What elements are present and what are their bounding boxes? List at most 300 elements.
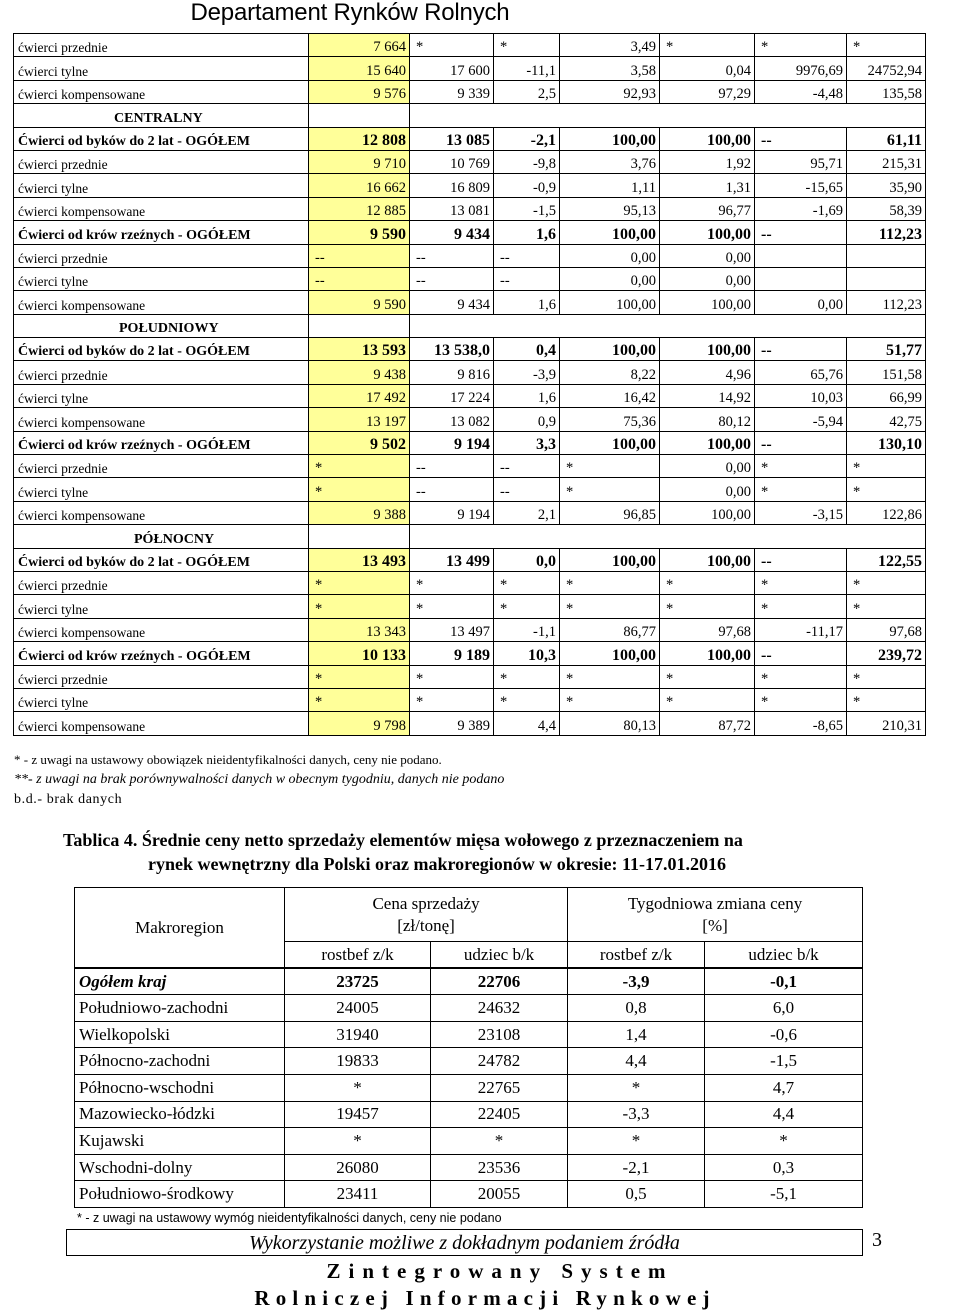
- table4-cell: 22405: [431, 1101, 568, 1128]
- table-cell: *: [494, 665, 560, 688]
- table-cell: *: [560, 571, 660, 594]
- table-cell: -0,9: [494, 174, 560, 197]
- table-cell: 9 194: [410, 501, 494, 524]
- empty-cell: [560, 525, 660, 548]
- prices-table-regions: [13, 33, 926, 736]
- table-cell: 9 576: [309, 80, 410, 103]
- table-cell: 3,58: [560, 57, 660, 80]
- table-row: [14, 595, 926, 618]
- table-cell: 35,90: [847, 174, 926, 197]
- table4-cell: 0,8: [568, 995, 705, 1022]
- row-label: ćwierci tylne: [14, 57, 309, 80]
- table-cell: 100,00: [560, 291, 660, 314]
- table-cell: --: [755, 127, 847, 150]
- row-label: ćwierci przednie: [14, 665, 309, 688]
- table-cell: 9 710: [309, 150, 410, 173]
- page-number: 3: [872, 1229, 882, 1251]
- table-row: [14, 501, 926, 524]
- table4-cell: -0,6: [705, 1021, 863, 1048]
- region-name: Południowo-zachodni: [75, 995, 285, 1022]
- table-cell: 3,3: [494, 431, 560, 454]
- table-cell: 9 194: [410, 431, 494, 454]
- table-row: [14, 478, 926, 501]
- table4-cell: 31940: [285, 1021, 431, 1048]
- table4-cell: 24782: [431, 1048, 568, 1075]
- table4-cell: -2,1: [568, 1154, 705, 1181]
- table-cell: 10 133: [309, 642, 410, 665]
- row-label: ćwierci tylne: [14, 384, 309, 407]
- table-cell: 12 885: [309, 197, 410, 220]
- table4-row: [75, 1021, 863, 1048]
- table4-row: [75, 1048, 863, 1075]
- table-cell: *: [494, 571, 560, 594]
- table-cell: 0,00: [560, 244, 660, 267]
- empty-cell: [560, 314, 660, 337]
- table-cell: *: [847, 688, 926, 711]
- table-cell: --: [410, 267, 494, 290]
- region-name: Południowo-środkowy: [75, 1181, 285, 1208]
- header-price-line2: [zł/tonę]: [397, 915, 455, 935]
- empty-cell: [494, 525, 560, 548]
- table-cell: 9 502: [309, 431, 410, 454]
- table4-cell: -0,1: [705, 968, 863, 995]
- table-row: [14, 267, 926, 290]
- table-cell: *: [560, 688, 660, 711]
- table4-row: [75, 1154, 863, 1181]
- table-cell: 1,11: [560, 174, 660, 197]
- table-cell: 15 640: [309, 57, 410, 80]
- header-col-udziec-price: udziec b/k: [431, 942, 568, 969]
- table-cell: --: [494, 478, 560, 501]
- table-cell: -11,1: [494, 57, 560, 80]
- table-cell: 13 499: [410, 548, 494, 571]
- table-cell: 100,00: [660, 338, 755, 361]
- header-region-label: Makroregion: [135, 917, 224, 937]
- region-row: [14, 104, 926, 127]
- table-cell: -2,1: [494, 127, 560, 150]
- table-cell: --: [494, 455, 560, 478]
- empty-cell: [560, 104, 660, 127]
- header-col-rostbef-change: rostbef z/k: [568, 942, 705, 969]
- table-cell: [847, 267, 926, 290]
- table-cell: 0,00: [660, 455, 755, 478]
- row-label: ćwierci tylne: [14, 174, 309, 197]
- table-row: [14, 338, 926, 361]
- table-cell: 9 798: [309, 712, 410, 735]
- table-cell: 0,00: [560, 267, 660, 290]
- table-cell: 8,22: [560, 361, 660, 384]
- table-cell: 100,00: [560, 127, 660, 150]
- row-label: ćwierci przednie: [14, 455, 309, 478]
- table-cell: 100,00: [560, 548, 660, 571]
- row-label: ćwierci przednie: [14, 361, 309, 384]
- header-col-udziec-change: udziec b/k: [705, 942, 863, 969]
- table-cell: *: [755, 34, 847, 57]
- region-name: Północno-zachodni: [75, 1048, 285, 1075]
- table-cell: 13 493: [309, 548, 410, 571]
- table-cell: --: [755, 431, 847, 454]
- table-cell: 16,42: [560, 384, 660, 407]
- table-cell: 0,0: [494, 548, 560, 571]
- table-cell: *: [309, 688, 410, 711]
- header-change-line2: [%]: [702, 915, 728, 935]
- table-cell: 13 497: [410, 618, 494, 641]
- row-label: ćwierci tylne: [14, 267, 309, 290]
- table-cell: 100,00: [660, 291, 755, 314]
- table4-cell: 23108: [431, 1021, 568, 1048]
- table4-cell: *: [285, 1128, 431, 1155]
- table-cell: *: [309, 665, 410, 688]
- table-cell: --: [410, 455, 494, 478]
- header-change-line1: Tygodniowa zmiana ceny: [627, 893, 803, 913]
- table-cell: 0,00: [660, 244, 755, 267]
- empty-cell: [660, 314, 755, 337]
- region-name: Kujawski: [75, 1128, 285, 1155]
- table-row: [14, 548, 926, 571]
- table4-header-price: [285, 888, 568, 942]
- table4-cell: 24005: [285, 995, 431, 1022]
- region-row: [14, 314, 926, 337]
- table4-cell: *: [431, 1128, 568, 1155]
- footnote-asterisk: * - z uwagi na ustawowy obowiązek nieidentyfikalności danych, ceny nie podano.: [14, 752, 442, 767]
- table-cell: *: [494, 688, 560, 711]
- table-cell: 9 189: [410, 642, 494, 665]
- row-label: ćwierci przednie: [14, 34, 309, 57]
- table-cell: 65,76: [755, 361, 847, 384]
- table-cell: 95,13: [560, 197, 660, 220]
- table4-header-row-top: [75, 888, 863, 942]
- empty-cell: [755, 525, 847, 548]
- table-cell: -1,5: [494, 197, 560, 220]
- table-cell: 112,23: [847, 291, 926, 314]
- table-cell: 10,03: [755, 384, 847, 407]
- table4-cell: 4,4: [568, 1048, 705, 1075]
- table-cell: *: [755, 571, 847, 594]
- table-cell: 3,76: [560, 150, 660, 173]
- table-cell: 100,00: [560, 431, 660, 454]
- table-cell: 9 816: [410, 361, 494, 384]
- table-row: [14, 34, 926, 57]
- table-cell: 1,6: [494, 221, 560, 244]
- table4-cell: 4,7: [705, 1074, 863, 1101]
- table-cell: 16 662: [309, 174, 410, 197]
- table-cell: *: [847, 478, 926, 501]
- table-cell: *: [755, 595, 847, 618]
- table-cell: 96,77: [660, 197, 755, 220]
- table-cell: 0,00: [755, 291, 847, 314]
- table-cell: 66,99: [847, 384, 926, 407]
- row-label: ćwierci kompensowane: [14, 712, 309, 735]
- table4-cell: -1,5: [705, 1048, 863, 1075]
- table-cell: 61,11: [847, 127, 926, 150]
- table-cell: -15,65: [755, 174, 847, 197]
- table-row: [14, 80, 926, 103]
- table-cell: *: [410, 665, 494, 688]
- table-cell: 130,10: [847, 431, 926, 454]
- table-row: [14, 431, 926, 454]
- table-cell: *: [560, 665, 660, 688]
- table-row: [14, 408, 926, 431]
- table-cell: 97,68: [660, 618, 755, 641]
- table-cell: --: [755, 338, 847, 361]
- row-label: ćwierci kompensowane: [14, 197, 309, 220]
- table-cell: -1,1: [494, 618, 560, 641]
- table-cell: 87,72: [660, 712, 755, 735]
- table-cell: 100,00: [560, 221, 660, 244]
- region-name: Północno-wschodni: [75, 1074, 285, 1101]
- table-cell: 1,31: [660, 174, 755, 197]
- empty-cell: [755, 314, 847, 337]
- table-cell: --: [410, 478, 494, 501]
- row-label: Ćwierci od byków do 2 lat - OGÓŁEM: [14, 338, 309, 361]
- table-cell: --: [309, 244, 410, 267]
- table4-row: [75, 1181, 863, 1208]
- table-cell: 13 593: [309, 338, 410, 361]
- table-row: [14, 618, 926, 641]
- department-title: Departament Rynków Rolnych: [190, 0, 510, 26]
- header-price-line1: Cena sprzedaży: [372, 893, 480, 913]
- table-cell: -8,65: [755, 712, 847, 735]
- table-cell: *: [410, 34, 494, 57]
- table-cell: 13 085: [410, 127, 494, 150]
- empty-cell: [410, 525, 494, 548]
- table-row: [14, 384, 926, 407]
- table-cell: 1,92: [660, 150, 755, 173]
- table-cell: -3,9: [494, 361, 560, 384]
- table-cell: 92,93: [560, 80, 660, 103]
- footnote-bd: b.d.- brak danych: [14, 792, 123, 807]
- table-cell: 17 224: [410, 384, 494, 407]
- table-cell: 112,23: [847, 221, 926, 244]
- region-name: Wielkopolski: [75, 1021, 285, 1048]
- row-label: Ćwierci od krów rzeźnych - OGÓŁEM: [14, 642, 309, 665]
- table4-cell: 6,0: [705, 995, 863, 1022]
- empty-cell: [847, 525, 926, 548]
- table-cell: *: [847, 571, 926, 594]
- table-cell: --: [755, 221, 847, 244]
- table-row: [14, 150, 926, 173]
- table-cell: [755, 267, 847, 290]
- table4-title-line2: rynek wewnętrzny dla Polski oraz makroregionów w okresie: 11-17.01.2016: [148, 854, 726, 874]
- empty-cell: [410, 314, 494, 337]
- region-name: Ogółem kraj: [75, 968, 285, 995]
- table-cell: 1,6: [494, 291, 560, 314]
- table-cell: 100,00: [660, 548, 755, 571]
- row-label: ćwierci tylne: [14, 688, 309, 711]
- table4-header-region: [75, 888, 285, 969]
- system-name-line1: Zintegrowany System: [326, 1259, 674, 1283]
- table-cell: 151,58: [847, 361, 926, 384]
- row-label: Ćwierci od krów rzeźnych - OGÓŁEM: [14, 431, 309, 454]
- table-cell: 95,71: [755, 150, 847, 173]
- table4-cell: 19833: [285, 1048, 431, 1075]
- table-cell: 51,77: [847, 338, 926, 361]
- table-cell: 0,4: [494, 338, 560, 361]
- table4-row: [75, 1074, 863, 1101]
- table-cell: --: [755, 548, 847, 571]
- table4-header-change: [568, 888, 863, 942]
- table4-cell: 23411: [285, 1181, 431, 1208]
- table-cell: 210,31: [847, 712, 926, 735]
- table-cell: 12 808: [309, 127, 410, 150]
- empty-cell: [309, 314, 410, 337]
- table-cell: -5,94: [755, 408, 847, 431]
- table4-cell: 20055: [431, 1181, 568, 1208]
- row-label: ćwierci tylne: [14, 595, 309, 618]
- table4-cell: -5,1: [705, 1181, 863, 1208]
- empty-cell: [755, 104, 847, 127]
- table-cell: 215,31: [847, 150, 926, 173]
- table-cell: *: [410, 595, 494, 618]
- table4-footnote: * - z uwagi na ustawowy wymóg nieidentyfikalności danych, ceny nie podano: [77, 1211, 502, 1225]
- table-cell: 9976,69: [755, 57, 847, 80]
- table-row: [14, 688, 926, 711]
- empty-cell: [309, 525, 410, 548]
- row-label: ćwierci kompensowane: [14, 501, 309, 524]
- table4-cell: 22765: [431, 1074, 568, 1101]
- table-cell: 10,3: [494, 642, 560, 665]
- region-name: PÓŁNOCNY: [14, 525, 309, 548]
- table-cell: *: [309, 571, 410, 594]
- table-cell: 9 590: [309, 221, 410, 244]
- row-label: ćwierci kompensowane: [14, 80, 309, 103]
- table4-cell: 22706: [431, 968, 568, 995]
- row-label: ćwierci kompensowane: [14, 408, 309, 431]
- table4-cell: 23536: [431, 1154, 568, 1181]
- table-cell: 42,75: [847, 408, 926, 431]
- row-label: ćwierci przednie: [14, 571, 309, 594]
- table-cell: 4,4: [494, 712, 560, 735]
- region-name: Mazowiecko-łódzki: [75, 1101, 285, 1128]
- table-cell: 122,86: [847, 501, 926, 524]
- table-cell: *: [660, 34, 755, 57]
- table-cell: *: [847, 595, 926, 618]
- table-cell: 2,1: [494, 501, 560, 524]
- table-cell: *: [660, 571, 755, 594]
- system-name-line2: Rolniczej Informacji Rynkowej: [254, 1286, 716, 1310]
- table-cell: 2,5: [494, 80, 560, 103]
- table4-cell: *: [568, 1074, 705, 1101]
- table4-cell: 19457: [285, 1101, 431, 1128]
- table-row: [14, 665, 926, 688]
- table-cell: *: [755, 665, 847, 688]
- table-cell: *: [309, 595, 410, 618]
- table-row: [14, 244, 926, 267]
- table-cell: 9 590: [309, 291, 410, 314]
- table-cell: 17 600: [410, 57, 494, 80]
- table-cell: 10 769: [410, 150, 494, 173]
- table-cell: --: [410, 244, 494, 267]
- table-cell: -11,17: [755, 618, 847, 641]
- table-cell: 1,6: [494, 384, 560, 407]
- footnote-double-asterisk: **- z uwagi na brak porównywalności danych w obecnym tygodniu, danych nie podano: [14, 772, 505, 787]
- row-label: ćwierci kompensowane: [14, 618, 309, 641]
- table-cell: 24752,94: [847, 57, 926, 80]
- empty-cell: [309, 104, 410, 127]
- row-label: Ćwierci od krów rzeźnych - OGÓŁEM: [14, 221, 309, 244]
- table4-cell: *: [705, 1128, 863, 1155]
- table4-cell: 0,3: [705, 1154, 863, 1181]
- table4-title-line1: Tablica 4. Średnie ceny netto sprzedaży elementów mięsa wołowego z przeznaczeniem na: [63, 830, 743, 850]
- region-row: [14, 525, 926, 548]
- table4-cell: 4,4: [705, 1101, 863, 1128]
- table4-cell: 23725: [285, 968, 431, 995]
- table-cell: 13 082: [410, 408, 494, 431]
- table-cell: 100,00: [660, 501, 755, 524]
- table-cell: [755, 244, 847, 267]
- table-cell: *: [660, 665, 755, 688]
- table-cell: *: [847, 455, 926, 478]
- empty-cell: [494, 314, 560, 337]
- empty-cell: [847, 314, 926, 337]
- table-cell: *: [309, 478, 410, 501]
- table-cell: *: [847, 665, 926, 688]
- table-cell: -9,8: [494, 150, 560, 173]
- table-row: [14, 57, 926, 80]
- table-cell: 9 434: [410, 291, 494, 314]
- table-cell: [847, 244, 926, 267]
- table-cell: *: [410, 688, 494, 711]
- table4-cell: 1,4: [568, 1021, 705, 1048]
- table-cell: *: [560, 595, 660, 618]
- table-cell: 4,96: [660, 361, 755, 384]
- table-cell: 97,68: [847, 618, 926, 641]
- table-cell: 17 492: [309, 384, 410, 407]
- table4-row: [75, 968, 863, 995]
- table-cell: *: [560, 455, 660, 478]
- table-row: [14, 642, 926, 665]
- empty-cell: [494, 104, 560, 127]
- table4-cell: *: [285, 1074, 431, 1101]
- table-cell: 135,58: [847, 80, 926, 103]
- table-cell: --: [494, 267, 560, 290]
- table-cell: 86,77: [560, 618, 660, 641]
- table-cell: --: [309, 267, 410, 290]
- table-cell: *: [660, 595, 755, 618]
- table-row: [14, 174, 926, 197]
- table-cell: 100,00: [560, 642, 660, 665]
- table4-cell: 0,5: [568, 1181, 705, 1208]
- table-cell: *: [410, 571, 494, 594]
- table-cell: 100,00: [660, 431, 755, 454]
- table-cell: 80,12: [660, 408, 755, 431]
- table4-row: [75, 1101, 863, 1128]
- table-cell: 122,55: [847, 548, 926, 571]
- table-cell: 75,36: [560, 408, 660, 431]
- table-row: [14, 291, 926, 314]
- table4-prices: [74, 887, 863, 1208]
- table-cell: 58,39: [847, 197, 926, 220]
- table-cell: 100,00: [660, 127, 755, 150]
- table-cell: 97,29: [660, 80, 755, 103]
- table-cell: *: [660, 688, 755, 711]
- table-row: [14, 361, 926, 384]
- table-cell: 80,13: [560, 712, 660, 735]
- table-cell: 239,72: [847, 642, 926, 665]
- table-cell: -4,48: [755, 80, 847, 103]
- table-cell: 0,00: [660, 478, 755, 501]
- table-cell: *: [560, 478, 660, 501]
- empty-cell: [660, 104, 755, 127]
- table-row: [14, 127, 926, 150]
- empty-cell: [847, 104, 926, 127]
- table-row: [14, 455, 926, 478]
- row-label: Ćwierci od byków do 2 lat - OGÓŁEM: [14, 127, 309, 150]
- table-cell: 100,00: [560, 338, 660, 361]
- row-label: ćwierci tylne: [14, 478, 309, 501]
- row-label: Ćwierci od byków do 2 lat - OGÓŁEM: [14, 548, 309, 571]
- table-row: [14, 221, 926, 244]
